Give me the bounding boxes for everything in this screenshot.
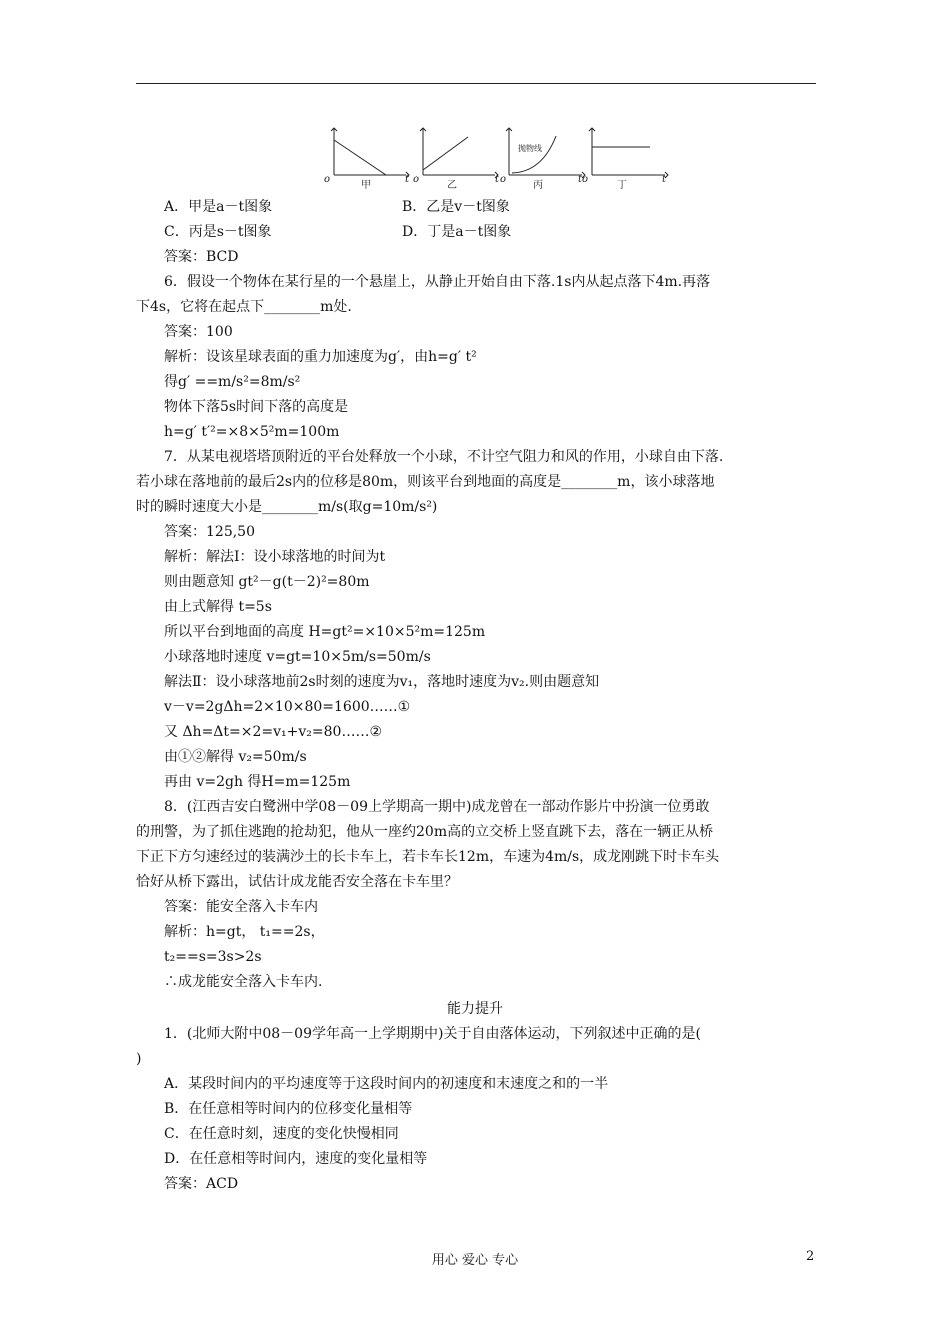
header-rule — [136, 83, 816, 84]
text-line: B．在任意相等时间内的位移变化量相等 — [164, 1101, 413, 1117]
text-line: A．某段时间内的平均速度等于这段时间内的初速度和末速度之和的一半 — [164, 1076, 609, 1092]
text-line: 再由 v=2gh 得H=m=125m — [164, 774, 351, 790]
text-line: 小球落地时速度 v=gt=10×5m/s=50m/s — [164, 649, 431, 665]
text-line: 的刑警，为了抓住逃跑的抢劫犯，他从一座约20m高的立交桥上竖直跳下去，落在一辆正从桥 — [136, 824, 714, 840]
text-line: D．在任意相等时间内，速度的变化量相等 — [164, 1151, 428, 1167]
graph3-origin: o — [500, 174, 507, 185]
text-line: 答案：ACD — [164, 1176, 239, 1192]
parabola-label: 抛物线 — [518, 144, 542, 153]
graph1-t-axis: t — [405, 174, 410, 185]
option-d: D．丁是a－t图象 — [402, 224, 512, 240]
graph4-origin: o — [582, 174, 589, 185]
graph1-origin: o — [324, 174, 331, 185]
text-line: 得g′ ==m/s²=8m/s² — [164, 374, 301, 390]
text-line: ∴成龙能安全落入卡车内. — [164, 974, 323, 990]
text-line: 答案：能安全落入卡车内 — [164, 899, 318, 915]
graph4-t-axis: t — [662, 174, 667, 185]
text-line: 答案：100 — [164, 324, 233, 340]
text-line: v－v=2gΔh=2×10×80=1600……① — [164, 699, 411, 715]
text-line: t₂==s=3s>2s — [164, 949, 262, 965]
text-line: 解析：h=gt， t₁==2s， — [164, 924, 325, 940]
graph2-t-axis: t — [495, 174, 500, 185]
text-line: 又 Δh=Δt=×2=v₁+v₂=80……② — [164, 724, 383, 740]
section-heading: 能力提升 — [447, 1001, 503, 1017]
graph2-label: 乙 — [447, 180, 457, 190]
text-line: 由①②解得 v₂=50m/s — [164, 749, 307, 765]
text-line: 解析：设该星球表面的重力加速度为g′，由h=g′ t² — [164, 349, 477, 365]
text-line: C．在任意时刻，速度的变化快慢相同 — [164, 1126, 399, 1142]
page-number: 2 — [806, 1249, 815, 1264]
text-line: 下4s，它将在起点下________m处. — [136, 299, 352, 315]
text-line: 下正下方匀速经过的装满沙土的长卡车上，若卡车长12m，车速为4m/s，成龙刚跳下时卡车头 — [136, 849, 720, 865]
text-line: 物体下落5s时间下落的高度是 — [164, 399, 349, 415]
text-line: 8．(江西吉安白鹭洲中学08－09上学期高一期中)成龙曾在一部动作影片中扮演一位勇敢 — [164, 799, 710, 815]
option-c: C．丙是s－t图象 — [164, 224, 272, 240]
text-line: 所以平台到地面的高度 H=gt²=×10×5²m=125m — [164, 624, 486, 640]
graph3-label: 丙 — [533, 180, 543, 190]
text-line: 解法Ⅱ：设小球落地前2s时刻的速度为v₁，落地时速度为v₂.则由题意知 — [164, 674, 600, 690]
graph1-label: 甲 — [361, 180, 371, 190]
option-a: A．甲是a－t图象 — [164, 199, 273, 215]
text-line: 7．从某电视塔塔顶附近的平台处释放一个小球，不计空气阻力和风的作用，小球自由下落. — [164, 449, 724, 465]
text-line: 答案：BCD — [164, 249, 239, 265]
text-line: 解析：解法Ⅰ：设小球落地的时间为t — [164, 549, 386, 565]
text-line: ) — [136, 1051, 142, 1067]
text-line: 由上式解得 t=5s — [164, 599, 272, 615]
option-b: B．乙是v－t图象 — [402, 199, 510, 215]
text-line: 恰好从桥下露出，试估计成龙能否安全落在卡车里？ — [136, 874, 458, 890]
text-line: 答案：125,50 — [164, 524, 255, 540]
text-line: 时的瞬时速度大小是________m/s(取g=10m/s²) — [136, 499, 438, 515]
text-line: 6．假设一个物体在某行星的一个悬崖上，从静止开始自由下落.1s内从起点落下4m.再落 — [164, 274, 711, 290]
text-line: 则由题意知 gt²－g(t－2)²=80m — [164, 574, 370, 590]
text-line: 1．(北师大附中08－09学年高一上学期期中)关于自由落体运动，下列叙述中正确的是( — [164, 1026, 701, 1042]
graph2-origin: o — [413, 174, 420, 185]
graph3-t-axis: t — [578, 174, 583, 185]
graph4-label: 丁 — [617, 180, 627, 190]
text-line: 若小球在落地前的最后2s内的位移是80m，则该平台到地面的高度是________m，该小球落地 — [136, 474, 715, 490]
motion-graphs-figure — [320, 120, 950, 190]
page-footer: 用心 爱心 专心 — [431, 1253, 519, 1268]
text-line: h=g′ t′²=×8×5²m=100m — [164, 424, 340, 440]
